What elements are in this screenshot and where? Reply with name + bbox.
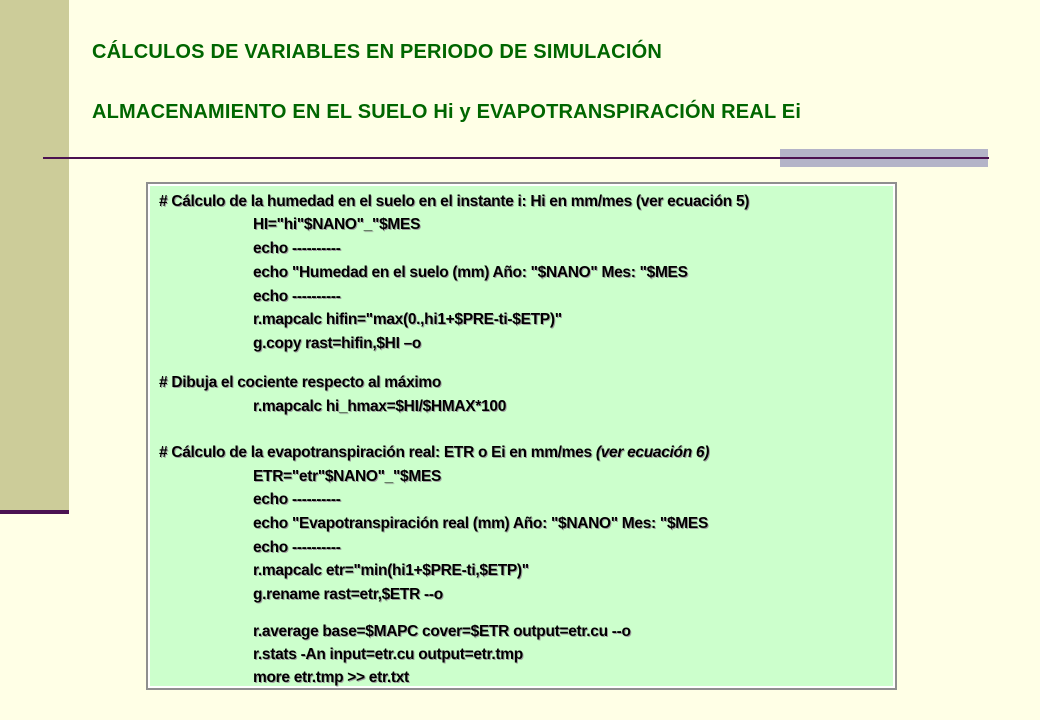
- code-comment-text: # Cálculo de la evapotranspiración real: ETR o Ei en mm/mes: [159, 444, 596, 461]
- code-line: echo "Evapotranspiración real (mm) Año: "$NANO" Mes: "$MES: [253, 515, 708, 532]
- code-line: r.average base=$MAPC cover=$ETR output=etr.cu --o: [253, 623, 631, 640]
- code-line: ETR="etr"$NANO"_"$MES: [253, 468, 442, 485]
- code-line: echo ----------: [253, 539, 341, 556]
- horizontal-rule: [43, 157, 989, 159]
- code-line: r.mapcalc hi_hmax=$HI/$HMAX*100: [253, 398, 507, 415]
- left-decorative-bar: [0, 0, 69, 510]
- code-line: echo ----------: [253, 240, 341, 257]
- code-line: g.rename rast=etr,$ETR --o: [253, 586, 443, 603]
- code-comment-cociente: # Dibuja el cociente respecto al máximo: [159, 374, 442, 391]
- code-line: echo ----------: [253, 288, 341, 305]
- code-line: r.mapcalc etr="min(hi1+$PRE-ti,$ETP)": [253, 562, 529, 579]
- code-line: r.mapcalc hifin="max(0.,hi1+$PRE-ti-$ETP)": [253, 311, 562, 328]
- code-block: [147, 183, 896, 689]
- code-line: g.copy rast=hifin,$HI –o: [253, 335, 422, 352]
- left-bar-underline: [0, 510, 69, 514]
- slide-title-line-2: ALMACENAMIENTO EN EL SUELO Hi y EVAPOTRANSPIRACIÓN REAL Ei: [92, 101, 802, 123]
- code-comment-humedad: # Cálculo de la humedad en el suelo en el instante i: Hi en mm/mes (ver ecuación 5): [159, 193, 750, 210]
- code-line: echo "Humedad en el suelo (mm) Año: "$NANO" Mes: "$MES: [253, 264, 688, 281]
- code-line: echo ----------: [253, 491, 341, 508]
- slide-title-line-1: CÁLCULOS DE VARIABLES EN PERIODO DE SIMULACIÓN: [92, 41, 662, 63]
- code-comment-reference: (ver ecuación 6): [595, 444, 710, 461]
- code-line: more etr.tmp >> etr.txt: [253, 669, 409, 686]
- code-line: r.stats -An input=etr.cu output=etr.tmp: [253, 646, 523, 663]
- code-comment-evapotranspiracion: [159, 444, 709, 462]
- code-line: HI="hi"$NANO"_"$MES: [253, 216, 421, 233]
